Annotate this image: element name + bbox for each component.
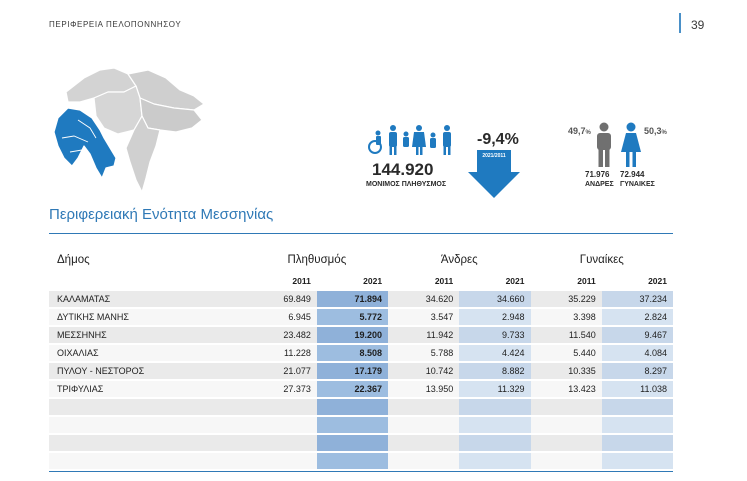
- municipality-cell: ΜΕΣΣΗΝΗΣ: [49, 326, 246, 344]
- men-2021-cell: 4.424: [459, 344, 530, 362]
- region-header: ΠΕΡΙΦΕΡΕΙΑ ΠΕΛΟΠΟΝΝΗΣΟΥ: [49, 20, 182, 29]
- header-population: Πληθυσμός: [287, 254, 347, 266]
- men-percentage: [568, 126, 591, 136]
- population-2011-cell: 23.482: [246, 326, 317, 344]
- title-divider: [49, 233, 673, 234]
- municipality-cell: ΚΑΛΑΜΑΤΑΣ: [49, 291, 246, 308]
- women-2021-cell: 8.297: [602, 362, 673, 380]
- year-header: 2011: [577, 275, 596, 286]
- men-2021-cell: [459, 398, 530, 416]
- page-number: 39: [691, 18, 705, 32]
- women-2021-cell: [602, 434, 673, 452]
- women-2021-cell: 37.234: [602, 291, 673, 308]
- men-2021-cell: 8.882: [459, 362, 530, 380]
- men-2011-cell: 5.788: [388, 344, 459, 362]
- table-row: [49, 344, 673, 362]
- population-2021-cell: 17.179: [317, 362, 388, 380]
- men-pct-sign: %: [585, 130, 591, 136]
- population-2011-cell: 69.849: [246, 291, 317, 308]
- population-2021-cell: 8.508: [317, 344, 388, 362]
- men-count: 71.976: [585, 170, 610, 179]
- population-table: [49, 249, 673, 471]
- men-2021-cell: 9.733: [459, 326, 530, 344]
- year-header: 2011: [292, 275, 311, 286]
- page-number-rule: [679, 13, 681, 33]
- women-percentage: [644, 126, 667, 136]
- table-row: [49, 398, 673, 416]
- population-2011-cell: [246, 452, 317, 470]
- woman-icon: [620, 122, 642, 168]
- women-pct-sign: %: [661, 130, 667, 136]
- municipality-cell: [49, 398, 246, 416]
- year-header-row: [49, 271, 673, 291]
- population-2021-cell: [317, 434, 388, 452]
- municipality-cell: ΔΥΤΙΚΗΣ ΜΑΝΗΣ: [49, 308, 246, 326]
- men-2011-cell: [388, 452, 459, 470]
- women-2011-cell: 5.440: [531, 344, 602, 362]
- population-2021-cell: [317, 452, 388, 470]
- population-2021-cell: [317, 416, 388, 434]
- municipality-cell: ΤΡΙΦΥΛΙΑΣ: [49, 380, 246, 398]
- women-2011-cell: 13.423: [531, 380, 602, 398]
- data-table: [49, 249, 673, 471]
- population-change: -9,4%: [477, 131, 519, 148]
- group-header-row: [49, 249, 673, 271]
- women-2011-cell: 11.540: [531, 326, 602, 344]
- men-2021-cell: [459, 434, 530, 452]
- women-2011-cell: 35.229: [531, 291, 602, 308]
- men-2011-cell: 3.547: [388, 308, 459, 326]
- population-2011-cell: [246, 416, 317, 434]
- year-header-empty: [49, 271, 246, 291]
- population-2011-cell: [246, 434, 317, 452]
- women-2021-cell: 2.824: [602, 308, 673, 326]
- year-header: 2011: [434, 275, 454, 286]
- men-2011-cell: [388, 434, 459, 452]
- women-2021-cell: [602, 398, 673, 416]
- women-2021-cell: [602, 416, 673, 434]
- table-row: [49, 380, 673, 398]
- population-2021-cell: 19.200: [317, 326, 388, 344]
- men-2021-cell: 2.948: [459, 308, 530, 326]
- women-label: ΓΥΝΑΙΚΕΣ: [620, 181, 655, 188]
- women-2011-cell: 10.335: [531, 362, 602, 380]
- men-2011-cell: 11.942: [388, 326, 459, 344]
- population-total: 144.920: [372, 160, 434, 179]
- year-header: 2021: [363, 275, 383, 286]
- men-2011-cell: 34.620: [388, 291, 459, 308]
- women-2021-cell: 4.084: [602, 344, 673, 362]
- table-row: [49, 416, 673, 434]
- municipality-cell: [49, 452, 246, 470]
- women-2011-cell: [531, 398, 602, 416]
- table-row: [49, 362, 673, 380]
- women-2021-cell: 11.038: [602, 380, 673, 398]
- section-title: Περιφερειακή Ενότητα Μεσσηνίας: [49, 206, 274, 223]
- population-2021-cell: [317, 398, 388, 416]
- header-municipality: Δήμος: [57, 254, 90, 266]
- population-2011-cell: 27.373: [246, 380, 317, 398]
- header-women: Γυναίκες: [579, 254, 624, 266]
- population-2011-cell: [246, 398, 317, 416]
- population-2011-cell: 21.077: [246, 362, 317, 380]
- women-2011-cell: 3.398: [531, 308, 602, 326]
- men-2021-cell: 34.660: [459, 291, 530, 308]
- women-2011-cell: [531, 434, 602, 452]
- municipality-cell: [49, 434, 246, 452]
- year-header: 2021: [505, 275, 525, 286]
- header-men: Άνδρες: [440, 254, 478, 266]
- table-row: [49, 326, 673, 344]
- municipality-cell: [49, 416, 246, 434]
- men-2021-cell: [459, 416, 530, 434]
- women-2011-cell: [531, 452, 602, 470]
- table-row: [49, 291, 673, 308]
- men-2011-cell: [388, 398, 459, 416]
- change-period: 2021/2011: [482, 153, 506, 159]
- men-2011-cell: 13.950: [388, 380, 459, 398]
- people-group-icon: [366, 123, 458, 157]
- men-2011-cell: [388, 416, 459, 434]
- men-2021-cell: 11.329: [459, 380, 530, 398]
- population-2021-cell: 5.772: [317, 308, 388, 326]
- bottom-divider: [49, 471, 673, 472]
- table-row: [49, 308, 673, 326]
- population-2011-cell: 6.945: [246, 308, 317, 326]
- year-header: 2021: [648, 275, 667, 286]
- municipality-cell: ΟΙΧΑΛΙΑΣ: [49, 344, 246, 362]
- population-2021-cell: 22.367: [317, 380, 388, 398]
- women-count: 72.944: [620, 170, 645, 179]
- population-2011-cell: 11.228: [246, 344, 317, 362]
- men-label: ΑΝΔΡΕΣ: [585, 181, 614, 188]
- table-row: [49, 434, 673, 452]
- men-2011-cell: 10.742: [388, 362, 459, 380]
- women-2021-cell: [602, 452, 673, 470]
- man-icon: [594, 122, 614, 168]
- map-icon: [44, 58, 214, 198]
- women-2021-cell: 9.467: [602, 326, 673, 344]
- municipality-cell: ΠΥΛΟΥ - ΝΕΣΤΟΡΟΣ: [49, 362, 246, 380]
- women-pct-value: 50,3: [644, 126, 662, 136]
- population-2021-cell: 71.894: [317, 291, 388, 308]
- women-2011-cell: [531, 416, 602, 434]
- men-pct-value: 49,7: [568, 126, 586, 136]
- population-label: ΜΟΝΙΜΟΣ ΠΛΗΘΥΣΜΟΣ: [366, 181, 447, 188]
- men-2021-cell: [459, 452, 530, 470]
- table-row: [49, 452, 673, 470]
